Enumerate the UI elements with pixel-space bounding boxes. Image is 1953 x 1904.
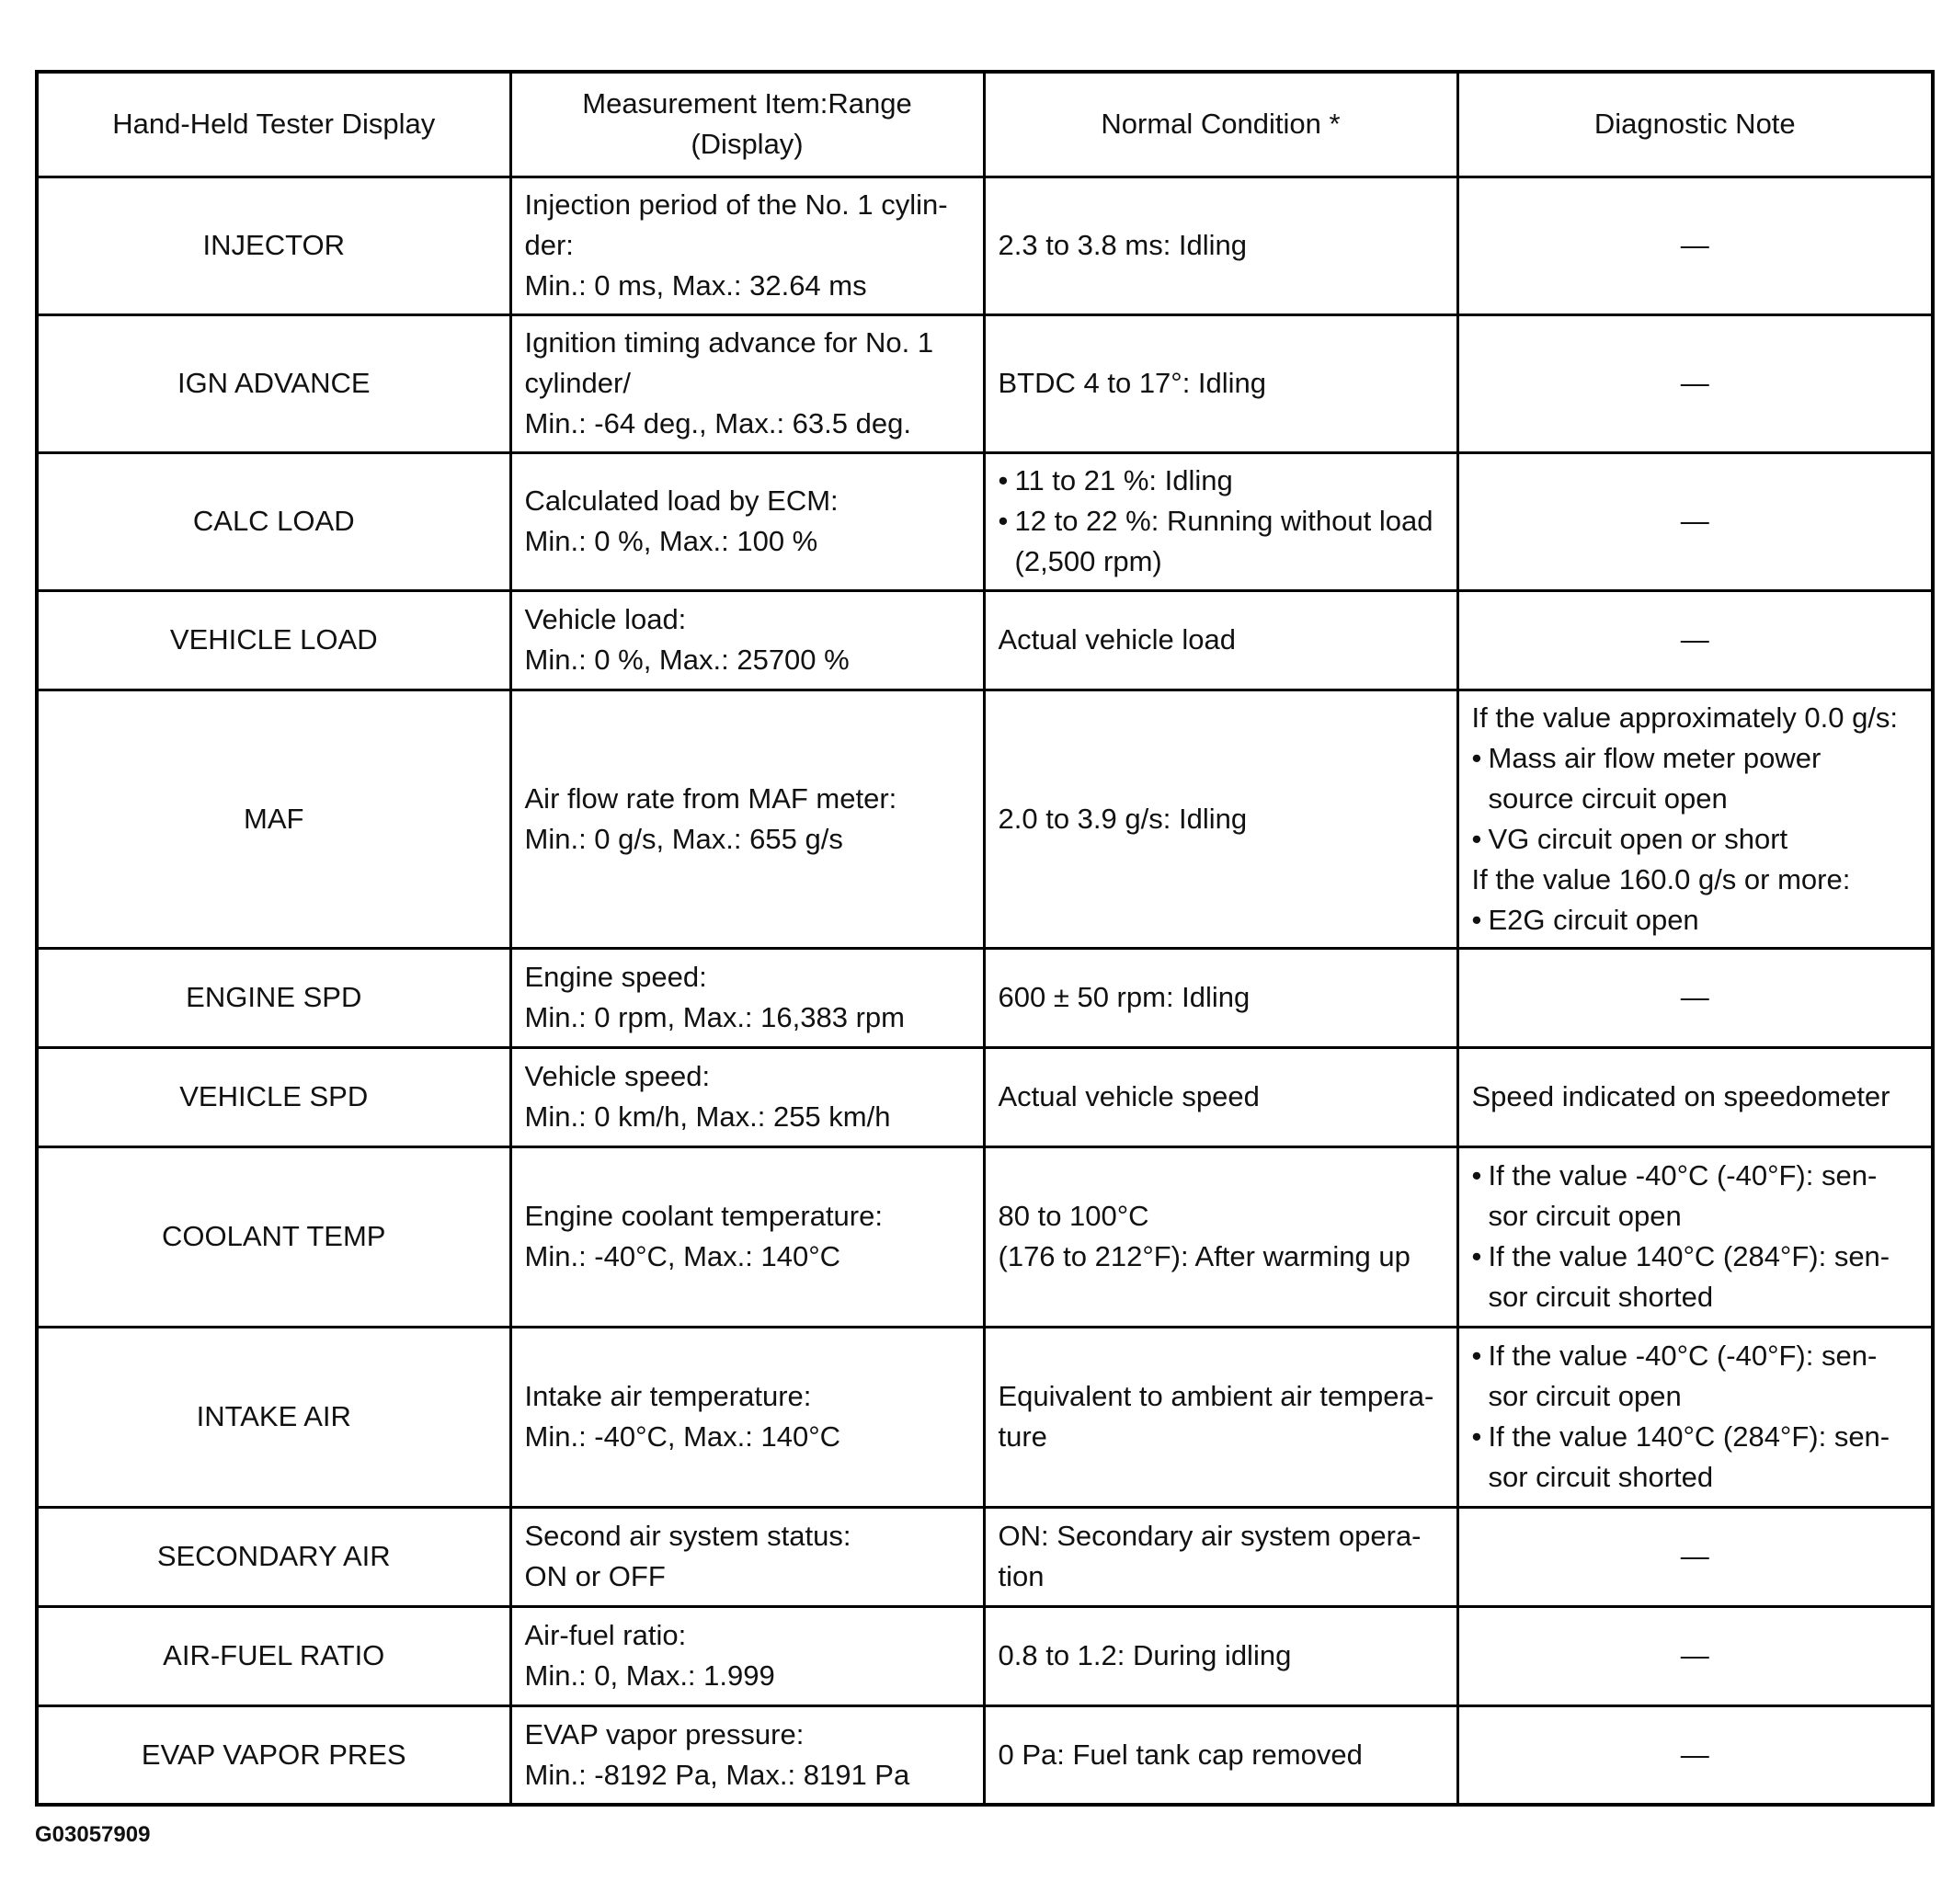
cell-tester-display: [37, 314, 510, 452]
cell-tester-display: [37, 1146, 510, 1327]
header-normal-condition: [984, 72, 1457, 177]
cell-diagnostic-note: [1457, 1507, 1933, 1606]
bullet-icon: •: [998, 464, 1009, 496]
cell-diagnostic-note: [1457, 452, 1933, 590]
display-label: VEHICLE LOAD: [169, 623, 378, 656]
cell-normal-condition: [984, 1146, 1457, 1327]
bullet-icon: •: [1471, 741, 1482, 774]
range-line: Engine coolant temperature:: [524, 1200, 883, 1232]
cell-normal-condition: [984, 690, 1457, 948]
table-row: [37, 1606, 1933, 1705]
range-line: cylinder/: [524, 367, 631, 399]
display-label: INTAKE AIR: [196, 1400, 351, 1432]
cell-normal-condition: [984, 1047, 1457, 1146]
bullet-continuation: sor circuit open: [1488, 1380, 1682, 1412]
table-row: [37, 948, 1933, 1047]
range-line: Min.: 0 km/h, Max.: 255 km/h: [524, 1100, 891, 1133]
bullet-text: 12 to 22 %: Running without load: [1014, 505, 1433, 537]
display-label: IGN ADVANCE: [177, 367, 371, 399]
bullet-icon: •: [1471, 822, 1482, 855]
range-line: der:: [524, 229, 574, 261]
cell-measurement-range: [510, 590, 984, 690]
text-line: Equivalent to ambient air tempera-: [998, 1380, 1434, 1412]
cell-diagnostic-note: [1457, 177, 1933, 314]
text-line: (176 to 212°F): After warming up: [998, 1240, 1410, 1272]
cell-tester-display: [37, 1507, 510, 1606]
range-line: Injection period of the No. 1 cylin-: [524, 188, 948, 221]
bullet-text: Mass air flow meter power: [1488, 741, 1822, 774]
cell-measurement-range: [510, 177, 984, 314]
text-line: 2.0 to 3.9 g/s: Idling: [998, 802, 1248, 835]
range-line: Min.: 0 g/s, Max.: 655 g/s: [524, 822, 843, 855]
display-label: ENGINE SPD: [186, 981, 362, 1013]
range-line: Second air system status:: [524, 1520, 851, 1552]
cell-tester-display: [37, 1327, 510, 1507]
cell-tester-display: [37, 948, 510, 1047]
text-line: —: [1680, 623, 1709, 656]
header-tester-display: [37, 72, 510, 177]
cell-normal-condition: [984, 177, 1457, 314]
range-line: Min.: 0 %, Max.: 100 %: [524, 525, 818, 557]
bullet-item: [1472, 1156, 1919, 1196]
text-line: 0.8 to 1.2: During idling: [998, 1639, 1292, 1671]
header-line: (Display): [691, 128, 804, 161]
header-line: Normal Condition *: [1101, 108, 1341, 141]
bullet-text: If the value -40°C (-40°F): sen-: [1488, 1340, 1878, 1372]
cell-diagnostic-note: [1457, 1047, 1933, 1146]
cell-measurement-range: [510, 1047, 984, 1146]
cell-diagnostic-note: [1457, 948, 1933, 1047]
range-line: Engine speed:: [524, 961, 707, 993]
text-line: tion: [998, 1560, 1045, 1592]
table-row: [37, 1047, 1933, 1146]
bullet-text: If the value -40°C (-40°F): sen-: [1488, 1159, 1878, 1191]
table-row: [37, 1327, 1933, 1507]
bullet-icon: •: [1471, 903, 1482, 936]
table-row: [37, 1705, 1933, 1805]
display-label: MAF: [244, 802, 304, 835]
display-label: VEHICLE SPD: [179, 1080, 369, 1112]
range-line: Min.: 0, Max.: 1.999: [524, 1659, 775, 1692]
cell-diagnostic-note: [1457, 1606, 1933, 1705]
bullet-item: [1472, 1336, 1919, 1376]
range-line: Calculated load by ECM:: [524, 485, 839, 517]
range-line: Min.: -40°C, Max.: 140°C: [524, 1420, 841, 1453]
text-line: Speed indicated on speedometer: [1471, 1080, 1890, 1112]
cell-measurement-range: [510, 1606, 984, 1705]
range-line: EVAP vapor pressure:: [524, 1717, 805, 1750]
cell-tester-display: [37, 452, 510, 590]
table-row: [37, 590, 1933, 690]
text-line: 0 Pa: Fuel tank cap removed: [998, 1738, 1363, 1771]
range-line: Min.: -40°C, Max.: 140°C: [524, 1240, 841, 1272]
cell-tester-display: [37, 690, 510, 948]
display-label: CALC LOAD: [192, 505, 355, 537]
text-line: Actual vehicle load: [998, 623, 1236, 656]
text-line: —: [1680, 1738, 1709, 1771]
display-label: SECONDARY AIR: [156, 1540, 391, 1572]
cell-normal-condition: [984, 1507, 1457, 1606]
bullet-item: [1472, 900, 1919, 941]
bullet-icon: •: [1471, 1420, 1482, 1453]
text-line: Actual vehicle speed: [998, 1080, 1260, 1112]
range-line: Min.: 0 %, Max.: 25700 %: [524, 644, 850, 676]
cell-measurement-range: [510, 1146, 984, 1327]
bullet-continuation: sor circuit shorted: [1488, 1461, 1714, 1493]
range-line: Ignition timing advance for No. 1: [524, 326, 934, 359]
bullet-icon: •: [998, 505, 1009, 537]
text-line: BTDC 4 to 17°: Idling: [998, 367, 1267, 399]
range-line: Air flow rate from MAF meter:: [524, 781, 897, 815]
text-line: ture: [998, 1420, 1047, 1453]
cell-measurement-range: [510, 1507, 984, 1606]
range-line: Intake air temperature:: [524, 1380, 812, 1412]
cell-diagnostic-note: [1457, 314, 1933, 452]
range-line: ON or OFF: [524, 1560, 666, 1592]
bullet-item: [999, 461, 1444, 501]
text-line: 600 ± 50 rpm: Idling: [998, 981, 1251, 1013]
cell-normal-condition: [984, 948, 1457, 1047]
cell-diagnostic-note: [1457, 690, 1933, 948]
display-label: AIR-FUEL RATIO: [163, 1639, 385, 1671]
table-header-row: [37, 72, 1933, 177]
bullet-text: 11 to 21 %: Idling: [1014, 464, 1233, 496]
bullet-continuation: sor circuit open: [1488, 1200, 1682, 1232]
range-line: Vehicle speed:: [524, 1060, 711, 1092]
range-line: Min.: -64 deg., Max.: 63.5 deg.: [524, 407, 911, 439]
text-line: —: [1680, 505, 1709, 537]
bullet-item: [1472, 1417, 1919, 1457]
cell-tester-display: [37, 1606, 510, 1705]
bullet-icon: •: [1471, 1159, 1482, 1191]
cell-diagnostic-note: [1457, 1705, 1933, 1805]
cell-diagnostic-note: [1457, 1327, 1933, 1507]
text-line: 80 to 100°C: [998, 1200, 1149, 1232]
range-line: Min.: 0 rpm, Max.: 16,383 rpm: [524, 1001, 905, 1033]
table-row: [37, 177, 1933, 314]
data-list-table: [35, 70, 1935, 1807]
table-row: [37, 314, 1933, 452]
text-line: If the value approximately 0.0 g/s:: [1471, 701, 1899, 734]
cell-diagnostic-note: [1457, 590, 1933, 690]
table-body: [37, 177, 1933, 1805]
display-label: EVAP VAPOR PRES: [141, 1738, 406, 1771]
display-label: INJECTOR: [202, 229, 345, 261]
text-line: —: [1680, 367, 1709, 399]
cell-normal-condition: [984, 1606, 1457, 1705]
table-row: [37, 690, 1933, 948]
range-line: Vehicle load:: [524, 603, 687, 635]
bullet-icon: •: [1471, 1240, 1482, 1272]
header-line: Hand-Held Tester Display: [112, 108, 436, 141]
text-line: If the value 160.0 g/s or more:: [1471, 862, 1851, 895]
figure-code: G03057909: [35, 1822, 151, 1847]
table-row: [37, 1146, 1933, 1327]
cell-tester-display: [37, 1705, 510, 1805]
table-row: [37, 1507, 1933, 1606]
bullet-item: [999, 501, 1444, 542]
header-line: Measurement Item:Range: [582, 87, 912, 120]
cell-diagnostic-note: [1457, 1146, 1933, 1327]
cell-normal-condition: [984, 590, 1457, 690]
cell-tester-display: [37, 1047, 510, 1146]
text-line: —: [1680, 1639, 1709, 1671]
bullet-continuation: source circuit open: [1488, 781, 1728, 815]
bullet-continuation: sor circuit shorted: [1488, 1281, 1714, 1313]
range-line: Min.: -8192 Pa, Max.: 8191 Pa: [524, 1758, 910, 1791]
bullet-text: If the value 140°C (284°F): sen-: [1488, 1240, 1890, 1272]
cell-normal-condition: [984, 1327, 1457, 1507]
text-line: ON: Secondary air system opera-: [998, 1520, 1422, 1552]
bullet-text: E2G circuit open: [1488, 903, 1699, 936]
text-line: —: [1680, 229, 1709, 261]
cell-measurement-range: [510, 948, 984, 1047]
cell-tester-display: [37, 177, 510, 314]
cell-tester-display: [37, 590, 510, 690]
header-line: Diagnostic Note: [1593, 108, 1796, 141]
bullet-item: [1472, 819, 1919, 860]
cell-measurement-range: [510, 1705, 984, 1805]
cell-normal-condition: [984, 452, 1457, 590]
cell-measurement-range: [510, 690, 984, 948]
header-measurement-item: [510, 72, 984, 177]
bullet-item: [1472, 1237, 1919, 1277]
range-line: Air-fuel ratio:: [524, 1619, 687, 1651]
cell-measurement-range: [510, 452, 984, 590]
bullet-item: [1472, 738, 1919, 779]
table-row: [37, 452, 1933, 590]
cell-measurement-range: [510, 1327, 984, 1507]
cell-normal-condition: [984, 314, 1457, 452]
text-line: —: [1680, 981, 1709, 1013]
bullet-text: VG circuit open or short: [1488, 822, 1788, 855]
bullet-icon: •: [1471, 1340, 1482, 1372]
text-line: 2.3 to 3.8 ms: Idling: [998, 229, 1248, 261]
bullet-continuation: (2,500 rpm): [1014, 545, 1162, 577]
display-label: COOLANT TEMP: [162, 1220, 386, 1252]
cell-measurement-range: [510, 314, 984, 452]
range-line: Min.: 0 ms, Max.: 32.64 ms: [524, 269, 867, 302]
text-line: —: [1680, 1540, 1709, 1572]
bullet-text: If the value 140°C (284°F): sen-: [1488, 1420, 1890, 1453]
cell-normal-condition: [984, 1705, 1457, 1805]
header-diagnostic-note: [1457, 72, 1933, 177]
